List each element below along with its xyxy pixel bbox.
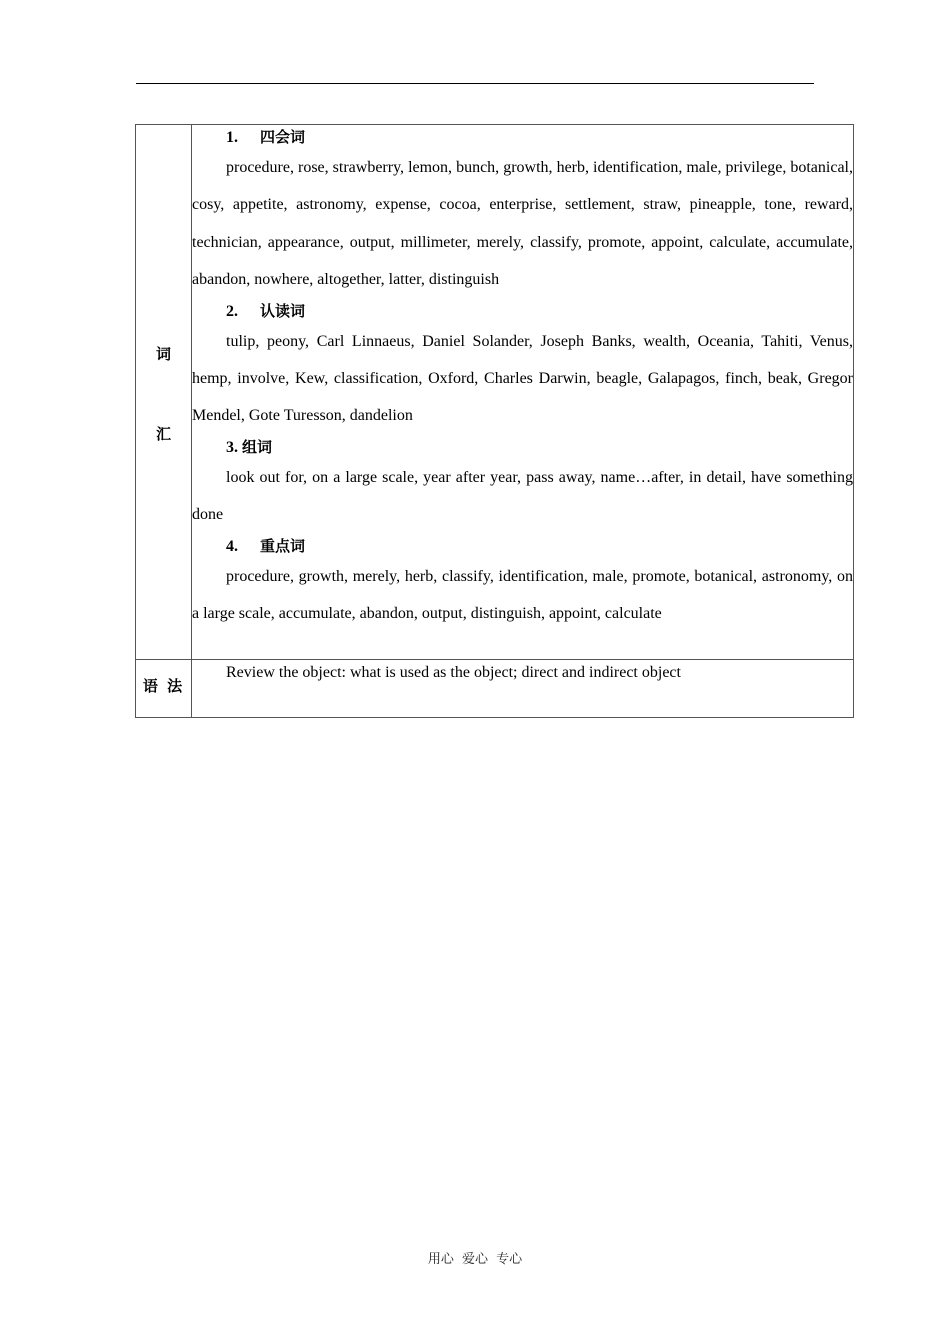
section-word-list: look out for, on a large scale, year after year, pass away, name…after, in detail, have something done [192, 468, 853, 524]
section-word-list: procedure, rose, strawberry, lemon, bunch, growth, herb, identification, male, privilege, botanical, cosy, appetite, astronomy, expense, cocoa, enterprise, settlement, straw, pineapple, tone, reward, technician, appearance, output, millimeter, merely, classify, promote, appoint, calculate, accumulate, abandon, nowhere, altogether, latter, distinguish [192, 159, 853, 289]
section-title: 组词 [242, 437, 273, 456]
vocab-label-top: 词 [155, 345, 171, 363]
section-number: 2. [226, 302, 238, 320]
vocab-content-cell [192, 125, 854, 660]
syllabus-table [135, 124, 854, 718]
page-footer: 用心 爱心 专心 [427, 1252, 523, 1267]
vocab-label-bottom: 汇 [155, 425, 171, 443]
section-title: 认读词 [260, 301, 306, 320]
section-number: 4. [226, 537, 238, 555]
section-title: 重点词 [260, 536, 306, 555]
section-heading-key-words [192, 534, 853, 558]
header-rule [136, 83, 814, 84]
grammar-label-cell [136, 660, 192, 718]
section-word-list: tulip, peony, Carl Linnaeus, Daniel Solander, Joseph Banks, wealth, Oceania, Tahiti, Venus, hemp, involve, Kew, classification, Oxford, Charles Darwin, beagle, Galapagos, finch, beak, Gregor Mendel, Gote Turesson, dandelion [192, 332, 853, 425]
section-title: 四会词 [260, 128, 306, 146]
grammar-content-cell [192, 660, 854, 718]
vocab-row [136, 125, 854, 660]
section-number: 3. [226, 438, 238, 456]
grammar-text: Review the object: what is used as the object; direct and indirect object [226, 664, 681, 681]
grammar-label: 语 法 [142, 677, 185, 695]
grammar-row [136, 660, 854, 718]
section-heading-phrases [192, 435, 853, 459]
section-number: 1. [226, 129, 238, 146]
vocab-label-cell [136, 125, 192, 660]
section-heading-four-skills [192, 125, 853, 149]
section-word-list: procedure, growth, merely, herb, classify, identification, male, promote, botanical, astronomy, on a large scale, accumulate, abandon, output, distinguish, appoint, calculate [192, 567, 853, 623]
section-heading-reading [192, 299, 853, 323]
